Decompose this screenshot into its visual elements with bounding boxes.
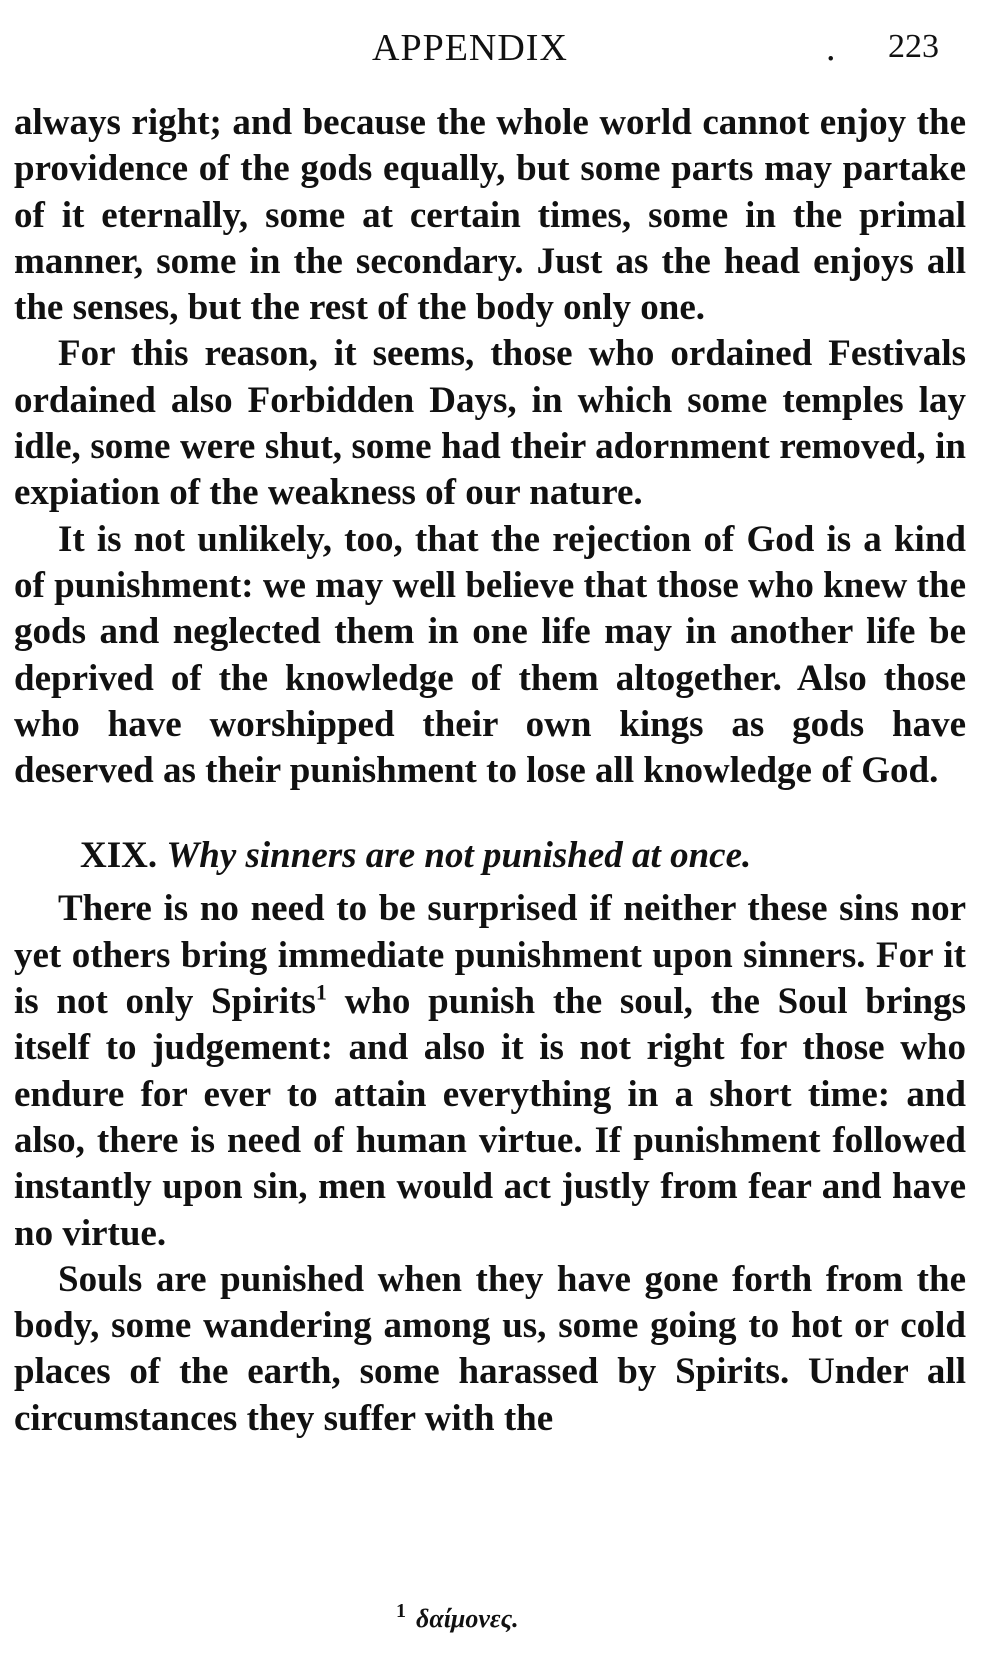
footnote	[396, 1600, 519, 1634]
footnote-text: δαίμονες.	[416, 1604, 519, 1633]
footnote-mark: 1	[396, 1600, 406, 1623]
section-heading	[14, 832, 966, 880]
section-title: Why sinners are not punished at once.	[166, 835, 752, 877]
paragraph-continued: always right; and because the whole world cannot enjoy the providence of the gods equally, but some parts may partake of it eternally, some at certain times, some in the primal manner, some in the secondary. Just as the head enjoys all the senses, but the rest of the body only one.	[14, 102, 966, 329]
paragraph-festivals: For this reason, it seems, those who ordained Festivals ordained also Forbidden Days, in which some temples lay idle, some were shut, some had their adornment removed, in expiation of the weakness of our nature.	[14, 333, 966, 514]
paragraph-text-part: There is no need to be surprised if neither these sins nor yet others bring immediate punishment upon sinners. For it is not only Spirits	[14, 888, 966, 1023]
paragraph-souls-punished: Souls are punished when they have gone forth from the body, some wandering among us, some going to hot or cold places of the earth, some harassed by Spirits. Under all circumstances they suffer with the	[14, 1258, 966, 1439]
paragraph-rejection-of-god: It is not unlikely, too, that the rejection of God is a kind of punishment: we may well believe that those who knew the gods and neglected them in one life may in another life be deprived of the knowledge of them altogether. Also those who have worshipped their own kings as gods have deserved as their punishment to lose all knowledge of God.	[14, 518, 966, 792]
running-head	[0, 26, 991, 76]
page-number: 223	[888, 28, 939, 65]
body-text	[14, 100, 966, 1442]
paragraph-text-part: who punish the soul, the Soul brings itself to judgement: and also it is not right for those who endure for ever to attain everything in a short time: and also, there is need of human virtue. If punishment followed instantly upon sin, men would act justly from fear and have no virtue.	[14, 981, 966, 1254]
running-title: APPENDIX	[372, 27, 568, 69]
footnote-reference: 1	[315, 979, 327, 1005]
paragraph-no-need-to-be-surprised	[14, 886, 966, 1256]
running-head-separator: .	[826, 27, 836, 69]
section-number: XIX.	[80, 835, 158, 877]
